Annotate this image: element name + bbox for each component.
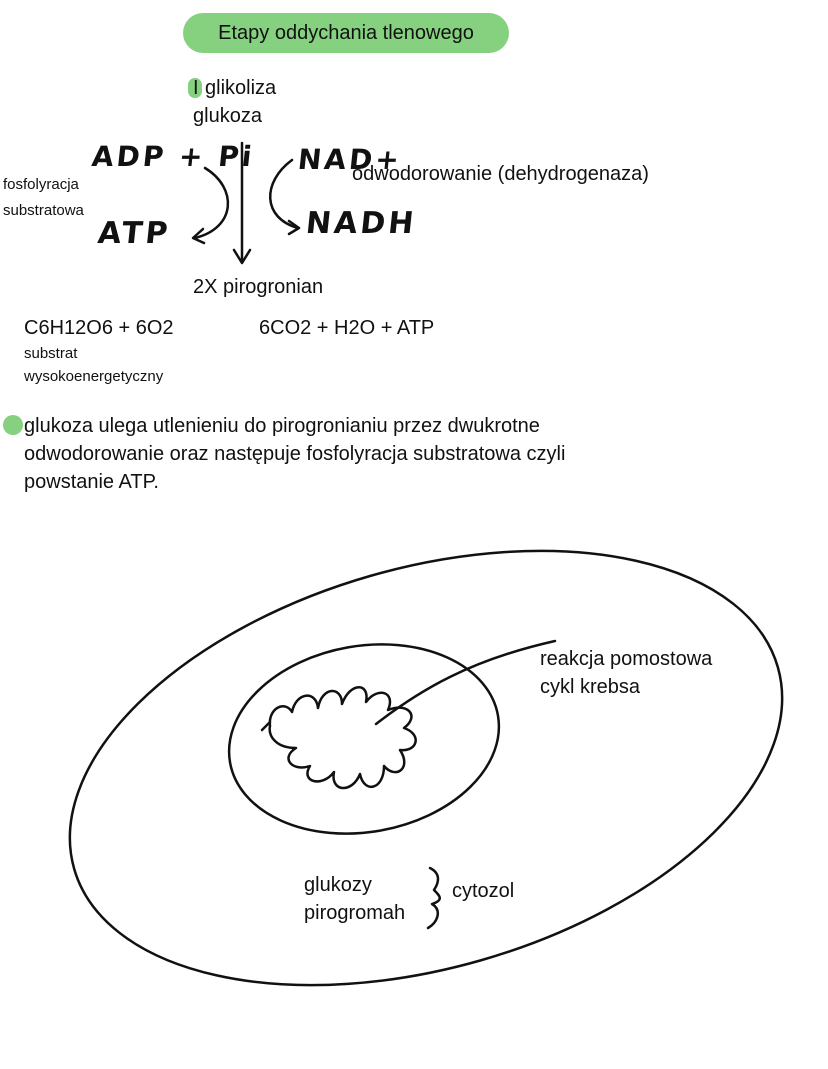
summary-line-2: odwodorowanie oraz następuje fosfolyracja substratowa czyli xyxy=(24,443,566,465)
nad-label: NAD+ xyxy=(296,143,404,176)
mitochondrion-outer xyxy=(214,624,514,854)
substrate-label: glukoza xyxy=(193,105,262,127)
title-text: Etapy oddychania tlenowego xyxy=(218,21,474,44)
mitochondrion-cristae xyxy=(270,687,416,788)
dehydrogenation-label: odwodorowanie (dehydrogenaza) xyxy=(352,163,649,185)
stage-marker: I xyxy=(193,77,199,99)
mito-label-2: cykl krebsa xyxy=(540,676,641,698)
equation-note-2: wysokoenergetyczny xyxy=(24,368,164,385)
product-label: 2X pirogronian xyxy=(193,276,324,298)
atp-label: ATP xyxy=(96,216,173,251)
phosphorylation-label-2: substratowa xyxy=(3,202,84,219)
cytosol-item-2: pirogromah xyxy=(304,902,406,924)
cell-outline xyxy=(19,475,828,1061)
cytosol-label: cytozol xyxy=(452,880,515,902)
summary-line-3: powstanie ATP. xyxy=(24,471,159,493)
nad-nadh-arrow xyxy=(270,160,298,228)
cytosol-item-1: glukozy xyxy=(304,874,372,896)
equation-note-1: substrat xyxy=(24,345,78,362)
nadh-label: NADH xyxy=(304,206,419,241)
mitochondrion-pointer xyxy=(376,641,555,724)
stage-name: glikoliza xyxy=(205,77,277,99)
equation-right: 6CO2 + H2O + ATP xyxy=(259,317,435,339)
mito-label-1: reakcja pomostowa xyxy=(540,648,713,670)
adp-atp-arrow xyxy=(195,168,228,238)
equation-left: C6H12O6 + 6O2 xyxy=(24,317,174,339)
cytosol-brace xyxy=(428,868,440,928)
adp-pi-label: ADP + Pi xyxy=(90,140,257,173)
summary-line-1: glukoza ulega utlenieniu do pirogronianiu przez dwukrotne xyxy=(24,415,540,437)
phosphorylation-label-1: fosfolyracja xyxy=(3,176,79,193)
